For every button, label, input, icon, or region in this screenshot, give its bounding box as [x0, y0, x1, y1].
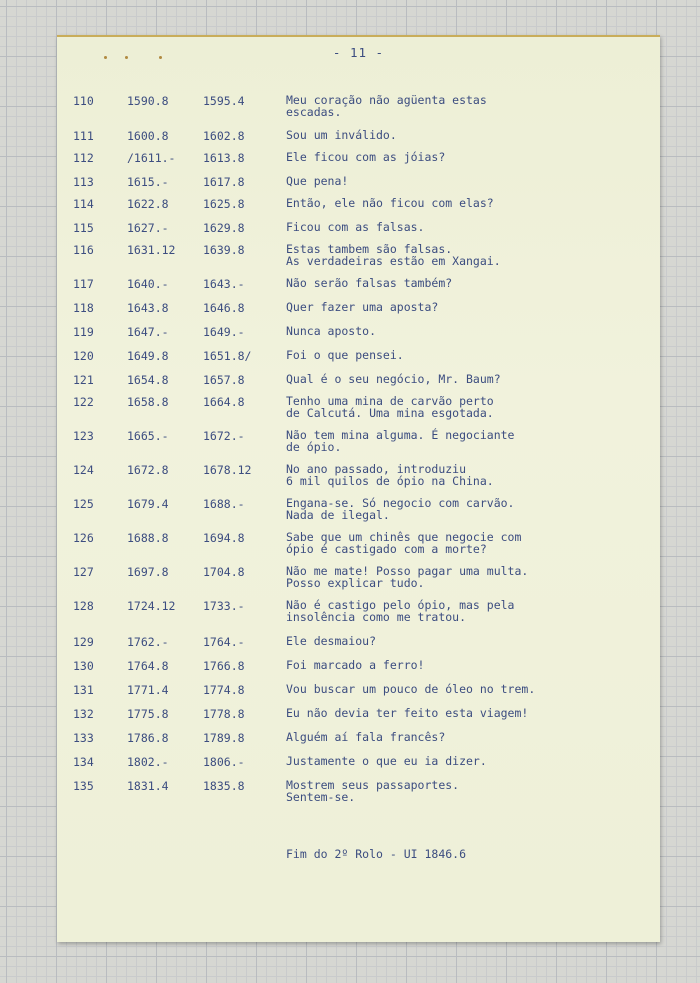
time-in: /1611.-: [127, 151, 176, 165]
time-in: 1622.8: [127, 197, 169, 211]
time-out: 1629.8: [203, 221, 245, 235]
time-in: 1771.4: [127, 683, 169, 697]
subtitle-line: Sou um inválido.: [286, 128, 397, 142]
time-out: 1649.-: [203, 325, 245, 339]
time-in: 1627.-: [127, 221, 169, 235]
subtitle-text: [286, 129, 397, 141]
subtitle-line: Foi o que pensei.: [286, 348, 404, 362]
subtitle-line: Justamente o que eu ia dizer.: [286, 754, 487, 768]
subtitle-number: 117: [73, 277, 94, 291]
subtitle-line: Ele ficou com as jóias?: [286, 150, 446, 164]
time-in: 1654.8: [127, 373, 169, 387]
time-out: 1678.12: [203, 463, 252, 477]
subtitle-number: 113: [73, 175, 94, 189]
time-in: 1658.8: [127, 395, 169, 409]
subtitle-line: de ópio.: [286, 440, 342, 454]
time-in: 1679.4: [127, 497, 169, 511]
subtitle-text: [286, 277, 452, 289]
time-out: 1694.8: [203, 531, 245, 545]
time-out: 1672.-: [203, 429, 245, 443]
time-out: 1613.8: [203, 151, 245, 165]
subtitle-text: [286, 565, 528, 589]
subtitle-number: 115: [73, 221, 94, 235]
subtitle-number: 110: [73, 94, 94, 108]
subtitle-line: Mostrem seus passaportes.: [286, 778, 460, 792]
time-out: 1835.8: [203, 779, 245, 793]
time-out: 1602.8: [203, 129, 245, 143]
subtitle-line: As verdadeiras estão em Xangai.: [286, 254, 501, 268]
subtitle-number: 133: [73, 731, 94, 745]
subtitle-line: Não tem mina alguma. É negociante: [286, 428, 515, 442]
time-in: 1764.8: [127, 659, 169, 673]
page-number: - 11 -: [332, 45, 385, 60]
subtitle-text: [286, 707, 528, 719]
subtitle-text: [286, 779, 459, 803]
time-out: 1657.8: [203, 373, 245, 387]
subtitle-number: 128: [73, 599, 94, 613]
subtitle-text: [286, 531, 521, 555]
subtitle-number: 116: [73, 243, 94, 257]
subtitle-line: Então, ele não ficou com elas?: [286, 196, 494, 210]
subtitle-line: Engana-se. Só negocio com carvão.: [286, 496, 515, 510]
time-out: 1806.-: [203, 755, 245, 769]
time-in: 1600.8: [127, 129, 169, 143]
subtitle-text: [286, 221, 424, 233]
subtitle-line: escadas.: [286, 105, 342, 119]
subtitle-text: [286, 683, 535, 695]
subtitle-line: ópio é castigado com a morte?: [286, 542, 487, 556]
subtitle-line: Não me mate! Posso pagar uma multa.: [286, 564, 529, 578]
time-out: 1778.8: [203, 707, 245, 721]
time-out: 1688.-: [203, 497, 245, 511]
subtitle-number: 127: [73, 565, 94, 579]
subtitle-number: 123: [73, 429, 94, 443]
subtitle-line: 6 mil quilos de ópio na China.: [286, 474, 494, 488]
time-in: 1775.8: [127, 707, 169, 721]
time-out: 1639.8: [203, 243, 245, 257]
time-in: 1665.-: [127, 429, 169, 443]
subtitle-number: 119: [73, 325, 94, 339]
subtitle-line: Sentem-se.: [286, 790, 356, 804]
time-out: 1617.8: [203, 175, 245, 189]
subtitle-text: [286, 659, 424, 671]
subtitle-line: Nada de ilegal.: [286, 508, 390, 522]
subtitle-line: insolência como me tratou.: [286, 610, 467, 624]
subtitle-line: Sabe que um chinês que negocie com: [286, 530, 522, 544]
subtitle-line: Posso explicar tudo.: [286, 576, 425, 590]
subtitle-number: 118: [73, 301, 94, 315]
subtitle-line: Não serão falsas também?: [286, 276, 453, 290]
time-in: 1631.12: [127, 243, 176, 257]
time-out: 1766.8: [203, 659, 245, 673]
subtitle-number: 112: [73, 151, 94, 165]
subtitle-number: 131: [73, 683, 94, 697]
subtitle-text: [286, 599, 514, 623]
time-in: 1647.-: [127, 325, 169, 339]
subtitle-number: 126: [73, 531, 94, 545]
subtitle-number: 122: [73, 395, 94, 409]
subtitle-text: [286, 197, 494, 209]
time-out: 1704.8: [203, 565, 245, 579]
subtitle-number: 125: [73, 497, 94, 511]
time-in: 1590.8: [127, 94, 169, 108]
time-in: 1615.-: [127, 175, 169, 189]
time-in: 1762.-: [127, 635, 169, 649]
subtitle-text: [286, 429, 514, 453]
subtitle-text: [286, 755, 487, 767]
time-out: 1643.-: [203, 277, 245, 291]
subtitle-line: Quer fazer uma aposta?: [286, 300, 439, 314]
subtitle-line: Tenho uma mina de carvão perto: [286, 394, 494, 408]
subtitle-text: [286, 151, 445, 163]
time-in: 1786.8: [127, 731, 169, 745]
time-out: 1764.-: [203, 635, 245, 649]
subtitle-text: [286, 94, 487, 118]
subtitle-number: 114: [73, 197, 94, 211]
reel-end-note: Fim do 2º Rolo - UI 1846.6: [286, 847, 467, 861]
subtitle-line: Não é castigo pelo ópio, mas pela: [286, 598, 515, 612]
typewritten-page: [57, 35, 660, 942]
subtitle-text: [286, 349, 404, 361]
time-in: 1724.12: [127, 599, 176, 613]
subtitle-number: 124: [73, 463, 94, 477]
subtitle-line: Qual é o seu negócio, Mr. Baum?: [286, 372, 501, 386]
time-out: 1733.-: [203, 599, 245, 613]
subtitle-number: 134: [73, 755, 94, 769]
subtitle-line: Vou buscar um pouco de óleo no trem.: [286, 682, 536, 696]
subtitle-number: 120: [73, 349, 94, 363]
subtitle-line: Estas tambem são falsas.: [286, 242, 453, 256]
subtitle-text: [286, 243, 501, 267]
subtitle-text: [286, 731, 445, 743]
subtitle-number: 111: [73, 129, 94, 143]
subtitle-text: [286, 395, 494, 419]
time-out: 1625.8: [203, 197, 245, 211]
time-out: 1774.8: [203, 683, 245, 697]
time-out: 1595.4: [203, 94, 245, 108]
subtitle-number: 130: [73, 659, 94, 673]
subtitle-text: [286, 497, 514, 521]
subtitle-line: Eu não devia ter feito esta viagem!: [286, 706, 529, 720]
subtitle-line: No ano passado, introduziu: [286, 462, 467, 476]
time-in: 1649.8: [127, 349, 169, 363]
subtitle-number: 121: [73, 373, 94, 387]
subtitle-line: Meu coração não agüenta estas: [286, 93, 487, 107]
subtitle-text: [286, 301, 438, 313]
time-in: 1831.4: [127, 779, 169, 793]
subtitle-text: [286, 175, 348, 187]
time-out: 1646.8: [203, 301, 245, 315]
time-out: 1789.8: [203, 731, 245, 745]
subtitle-line: Ficou com as falsas.: [286, 220, 425, 234]
subtitle-line: Foi marcado a ferro!: [286, 658, 425, 672]
time-in: 1688.8: [127, 531, 169, 545]
subtitle-number: 135: [73, 779, 94, 793]
subtitle-text: [286, 463, 494, 487]
time-out: 1651.8/: [203, 349, 252, 363]
time-in: 1802.-: [127, 755, 169, 769]
subtitle-line: Ele desmaiou?: [286, 634, 377, 648]
subtitle-number: 132: [73, 707, 94, 721]
subtitle-line: Alguém aí fala francês?: [286, 730, 446, 744]
subtitle-line: Nunca aposto.: [286, 324, 377, 338]
subtitle-text: [286, 373, 501, 385]
subtitle-text: [286, 325, 376, 337]
time-in: 1643.8: [127, 301, 169, 315]
time-in: 1640.-: [127, 277, 169, 291]
time-in: 1672.8: [127, 463, 169, 477]
subtitle-number: 129: [73, 635, 94, 649]
subtitle-line: de Calcutá. Uma mina esgotada.: [286, 406, 494, 420]
time-out: 1664.8: [203, 395, 245, 409]
subtitle-line: Que pena!: [286, 174, 349, 188]
subtitle-text: [286, 635, 376, 647]
time-in: 1697.8: [127, 565, 169, 579]
